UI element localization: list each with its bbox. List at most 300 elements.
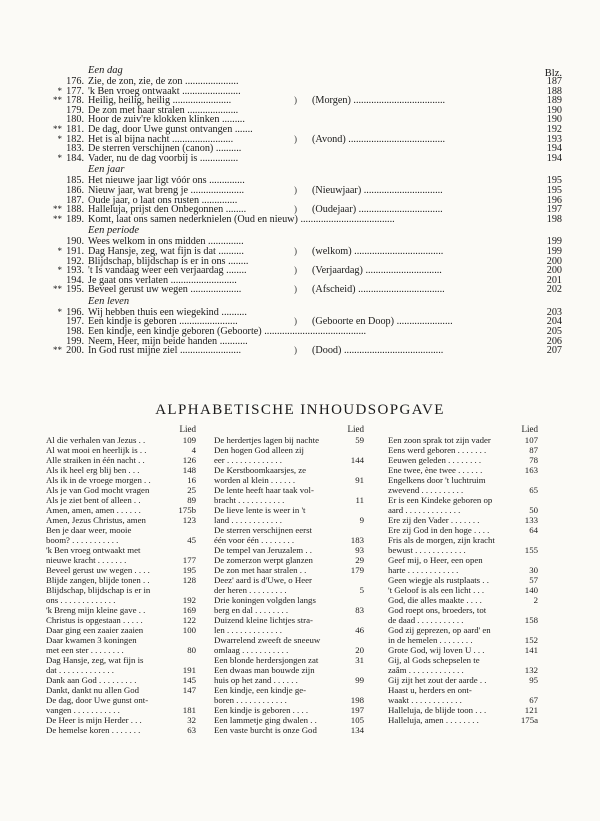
- index-entry-title: Als je ziet bent of alleen . .: [46, 495, 141, 505]
- entry-page: 199: [546, 245, 562, 257]
- index-entry-number: 122: [182, 615, 196, 625]
- index-entry: [46, 515, 196, 525]
- entry-page: 200: [546, 255, 562, 267]
- index-entry-number: 95: [529, 675, 538, 685]
- index-entry: [214, 585, 364, 595]
- entry-page: 203: [546, 306, 562, 318]
- index-entry-number: 45: [187, 535, 196, 545]
- brace-mark: ): [294, 284, 297, 295]
- entry-number: 190.: [66, 236, 84, 248]
- entry-occasion: (Oudejaar) .................................: [312, 204, 443, 216]
- index-entry: [214, 485, 364, 495]
- index-entry-number: 89: [187, 495, 196, 505]
- index-entry: [388, 575, 538, 585]
- entry-page: 189: [546, 95, 562, 107]
- index-entry-number: 141: [524, 645, 538, 655]
- entry-title: 't Is vandaag weer een verjaardag ........: [88, 265, 247, 277]
- index-entry: [46, 585, 196, 595]
- index-entry-title: Amen, amen, amen . . . . . .: [46, 505, 141, 515]
- index-entry-title: Een zoon sprak tot zijn vader: [388, 435, 491, 445]
- index-entry-title: God roept ons, broeders, tot: [388, 605, 487, 615]
- index-entry-number: 65: [529, 485, 538, 495]
- index-entry: [388, 605, 538, 615]
- entry-title: Een kindje, een kindje geboren (Geboorte) ........................................: [88, 326, 367, 338]
- entry-title: 'k Ben vroeg ontwaakt .......................: [88, 85, 241, 97]
- entry-mark: **: [53, 284, 62, 295]
- index-entry: [46, 475, 196, 485]
- index-entry-title: Eeuwen geleden . . . . . . . .: [388, 455, 482, 465]
- entry-occasion: (welkom) ...................................: [312, 245, 444, 257]
- entry-page: 205: [546, 326, 562, 338]
- index-entry: [46, 655, 196, 665]
- index-entry-title: Christus is opgestaan . . . . .: [46, 615, 143, 625]
- index-entry-title: De dag, door Uwe gunst ont-: [46, 695, 149, 705]
- index-entry-title: De Kerstboomkaarsjes, ze: [214, 465, 307, 475]
- entry-title: Dag Hansje, zeg, wat fijn is dat ..........: [88, 245, 244, 257]
- index-entry-number: 163: [524, 465, 538, 475]
- index-entry-number: 197: [350, 705, 364, 715]
- index-entry-number: 177: [182, 555, 196, 565]
- index-title: ALPHABETISCHE INHOUDSOPGAVE: [155, 402, 445, 418]
- entry-title: Hoor de zuiv're klokken klinken .........: [88, 114, 245, 126]
- entry-number: 180.: [66, 114, 84, 126]
- index-entry: [214, 605, 364, 615]
- entry-page: 194: [546, 152, 562, 164]
- index-entry-title: ons . . . . . . . . . . . . .: [46, 595, 116, 605]
- entry-number: 189.: [66, 213, 84, 225]
- entry-occasion: (Morgen) ....................................: [312, 95, 446, 107]
- entry-page: 188: [546, 85, 562, 97]
- index-entry-title: Beveel gerust uw wegen . . . .: [46, 565, 150, 575]
- brace-mark: ): [294, 316, 297, 327]
- entry-number: 186.: [66, 184, 84, 196]
- entry-occasion: (Afscheid) ..................................: [312, 284, 445, 296]
- index-entry-number: 83: [355, 605, 364, 615]
- index-entry-title: De herdertjes lagen bij nachte: [214, 435, 320, 445]
- index-entry-title: Engelkens door 't luchtruim: [388, 475, 486, 485]
- entry-title: Blijdschap, blijdschap is er in ons ........: [88, 255, 249, 267]
- entry-title: Neem, Heer, mijn beide handen ...........: [88, 335, 248, 347]
- entry-page: 190: [546, 114, 562, 126]
- index-entry-title: De zon met haar stralen . .: [214, 565, 307, 575]
- entry-page: 207: [546, 345, 562, 357]
- entry-occasion: (Avond) ......................................: [312, 133, 446, 145]
- index-entry-title: in de hemelen . . . . . . . .: [388, 635, 473, 645]
- entry-page: 197: [546, 204, 562, 216]
- toc-entry: [42, 285, 562, 295]
- entry-number: 198.: [66, 326, 84, 338]
- index-entry-number: 50: [529, 505, 538, 515]
- entry-title: De dag, door Uwe gunst ontvangen .......: [88, 123, 253, 135]
- index-entry-number: 100: [182, 625, 196, 635]
- index-entry-number: 140: [524, 585, 538, 595]
- index-entry: [214, 545, 364, 555]
- entry-number: 200.: [66, 345, 84, 357]
- index-entry-number: 64: [529, 525, 538, 535]
- index-entry-number: 175a: [520, 715, 538, 725]
- index-entry: [388, 595, 538, 605]
- index-entry-title: Deez' aard is d'Uwe, o Heer: [214, 575, 312, 585]
- index-entry: [214, 575, 364, 585]
- index-entry: [388, 495, 538, 505]
- entry-title: Beveel gerust uw wegen ....................: [88, 284, 242, 296]
- section-title: Een periode: [88, 225, 140, 237]
- index-entry: [46, 685, 196, 695]
- index-entry-title: Fris als de morgen, zijn kracht: [388, 535, 495, 545]
- index-entry: [46, 675, 196, 685]
- brace-mark: ): [294, 204, 297, 215]
- index-entry-title: Geef mij, o Heer, een open: [388, 555, 483, 565]
- index-entry-number: 20: [355, 645, 364, 655]
- index-entry-number: 198: [350, 695, 364, 705]
- index-entry-number: 107: [524, 435, 538, 445]
- index-entry-title: Een vaste burcht is onze God: [214, 725, 317, 735]
- entry-page: 204: [546, 316, 562, 328]
- index-column-3: [388, 424, 538, 725]
- index-entry: [46, 645, 196, 655]
- index-entry-title: Daar kwamen 3 koningen: [46, 635, 137, 645]
- index-entry: [388, 545, 538, 555]
- index-entry: [388, 665, 538, 675]
- index-entry-title: Drie koningen volgden langs: [214, 595, 316, 605]
- index-entry-title: boom? . . . . . . . . . . .: [46, 535, 119, 545]
- index-entry: [388, 535, 538, 545]
- index-entry: [46, 575, 196, 585]
- index-entry-number: 67: [529, 695, 538, 705]
- index-entry: [46, 445, 196, 455]
- index-entry-title: Ben je daar weer, mooie: [46, 525, 132, 535]
- entry-number: 196.: [66, 306, 84, 318]
- index-entry: [46, 595, 196, 605]
- index-entry: [388, 475, 538, 485]
- entry-page: 195: [546, 184, 562, 196]
- index-entry: [214, 475, 364, 485]
- index-entries: [388, 435, 538, 725]
- index-entry: [214, 495, 364, 505]
- index-entry-title: dat . . . . . . . . . . . . .: [46, 665, 114, 675]
- index-entry: [46, 615, 196, 625]
- index-entry: [388, 695, 538, 705]
- index-entry: [214, 645, 364, 655]
- entry-mark: *: [57, 152, 62, 163]
- index-entry-number: 63: [187, 725, 196, 735]
- entry-title: De sterren verschijnen (canon) ..........: [88, 143, 242, 155]
- index-entry-title: 'k Ben vroeg ontwaakt met: [46, 545, 141, 555]
- index-entry-number: 152: [524, 635, 538, 645]
- index-entry-number: 126: [182, 455, 196, 465]
- entry-mark: **: [53, 95, 62, 106]
- entry-number: 178.: [66, 95, 84, 107]
- index-entry: [388, 485, 538, 495]
- index-entry-title: Als ik in de vroege morgen . .: [46, 475, 151, 485]
- index-entry-title: De zomerzon werpt glanzen: [214, 555, 313, 565]
- index-entry: [214, 695, 364, 705]
- entry-title: Het nieuwe jaar ligt vóór ons ..............: [88, 175, 245, 187]
- index-entry-title: eer . . . . . . . . . . . . .: [214, 455, 282, 465]
- index-entry: [388, 515, 538, 525]
- index-entry-number: 148: [182, 465, 196, 475]
- index-entry-title: Er is een Kindeke geboren op: [388, 495, 493, 505]
- entry-mark: *: [57, 133, 62, 144]
- index-entry-number: 175b: [178, 505, 196, 515]
- page-column-header: Blz.: [544, 68, 562, 79]
- index-entry-title: len . . . . . . . . . . . . .: [214, 625, 282, 635]
- index-entry-title: Een blonde herdersjongen zat: [214, 655, 319, 665]
- table-of-contents: [42, 64, 562, 356]
- index-entry-number: 80: [187, 645, 196, 655]
- entry-title: Vader, nu de dag voorbij is ...............: [88, 152, 239, 164]
- entry-title: Oude jaar, o laat ons rusten ..............: [88, 194, 238, 206]
- index-entry: [46, 565, 196, 575]
- index-entry-title: De hemelse koren . . . . . . .: [46, 725, 141, 735]
- index-entry: [388, 615, 538, 625]
- entry-number: 191.: [66, 245, 84, 257]
- index-entry: [46, 535, 196, 545]
- index-entry: [46, 455, 196, 465]
- index-entry: [214, 445, 364, 455]
- index-entry-title: Als je van God mocht vragen: [46, 485, 150, 495]
- entry-title: De zon met haar stralen ....................: [88, 104, 239, 116]
- index-entry: [214, 635, 364, 645]
- index-entry-title: één voor één . . . . . . . .: [214, 535, 295, 545]
- entry-occasion: (Verjaardag) ..............................: [312, 265, 442, 277]
- index-entry: [46, 705, 196, 715]
- index-entry: [214, 435, 364, 445]
- toc-entry: [42, 154, 562, 164]
- entry-title: Nieuw jaar, wat breng je .....................: [88, 184, 245, 196]
- entry-title: Heilig, heilig, heilig .......................: [88, 95, 232, 107]
- index-entry-title: Grote God, wij loven U . . .: [388, 645, 485, 655]
- index-entry: [388, 705, 538, 715]
- entry-page: 206: [546, 335, 562, 347]
- index-entry-title: De lente heeft haar taak vol-: [214, 485, 314, 495]
- index-entry: [46, 505, 196, 515]
- entry-number: 192.: [66, 255, 84, 267]
- index-entry: [214, 555, 364, 565]
- entry-mark: *: [57, 245, 62, 256]
- index-entry-title: Halleluja, de blijde toon . . .: [388, 705, 487, 715]
- index-entry-title: aard . . . . . . . . . . . . .: [388, 505, 461, 515]
- index-entry-number: 105: [350, 715, 364, 725]
- lied-header: Lied: [179, 424, 196, 434]
- entry-number: 184.: [66, 152, 84, 164]
- index-entry-title: Dankt, dankt nu allen God: [46, 685, 140, 695]
- index-entry-title: met een ster . . . . . . . .: [46, 645, 124, 655]
- toc-entry: [42, 215, 562, 225]
- index-entry: [46, 525, 196, 535]
- index-entry-number: 181: [182, 705, 196, 715]
- index-entry-title: Gij, al Gods schepselen te: [388, 655, 480, 665]
- index-entry-number: 30: [529, 565, 538, 575]
- index-entry-title: De sterren verschijnen eerst: [214, 525, 312, 535]
- entry-number: 177.: [66, 85, 84, 97]
- entry-number: 194.: [66, 274, 84, 286]
- index-entry-title: worden al klein . . . . . .: [214, 475, 296, 485]
- entry-number: 197.: [66, 316, 84, 328]
- brace-mark: ): [294, 265, 297, 276]
- index-entry-title: boren . . . . . . . . . . . .: [214, 695, 287, 705]
- index-entry-number: 31: [355, 655, 364, 665]
- index-entry-title: Dank aan God . . . . . . . . .: [46, 675, 137, 685]
- index-entry: [46, 435, 196, 445]
- index-entry-number: 145: [182, 675, 196, 685]
- entry-title: Wij hebben thuis een wiegekind ..........: [88, 306, 247, 318]
- index-entry: [214, 595, 364, 605]
- index-entry-title: nieuwe kracht . . . . . . .: [46, 555, 127, 565]
- index-entry-title: Dag Hansje, zeg, wat fijn is: [46, 655, 144, 665]
- entry-page: 194: [546, 143, 562, 155]
- index-entry-title: Ene twee, ène twee . . . . . .: [388, 465, 483, 475]
- brace-mark: ): [294, 245, 297, 256]
- index-entry-title: omlaag . . . . . . . . . . .: [214, 645, 289, 655]
- entry-title: Halleluja, prijst den Onbegonnen ........: [88, 204, 247, 216]
- index-entry: [388, 445, 538, 455]
- index-entry: [388, 685, 538, 695]
- index-entry-number: 179: [350, 565, 364, 575]
- entry-occasion: (Geboorte en Doop) ......................: [312, 316, 453, 328]
- index-entry-title: waakt . . . . . . . . . . . .: [388, 695, 462, 705]
- entry-number: 193.: [66, 265, 84, 277]
- index-entry: [388, 525, 538, 535]
- index-column-2: [214, 424, 364, 735]
- index-entry: [46, 545, 196, 555]
- entry-number: 188.: [66, 204, 84, 216]
- index-entry: [388, 625, 538, 635]
- index-entry: [214, 515, 364, 525]
- index-entry: [46, 725, 196, 735]
- index-entry: [46, 635, 196, 645]
- lied-header: Lied: [347, 424, 364, 434]
- entry-page: 190: [546, 104, 562, 116]
- index-entry: [388, 645, 538, 655]
- index-entry: [388, 675, 538, 685]
- index-entry: [46, 495, 196, 505]
- index-entry: [46, 555, 196, 565]
- entry-page: 199: [546, 236, 562, 248]
- index-entry-number: 59: [355, 435, 364, 445]
- index-entry: [46, 465, 196, 475]
- index-entry-title: Ere zij God in den hoge . . . .: [388, 525, 490, 535]
- entry-number: 195.: [66, 284, 84, 296]
- index-entry-title: God, die alles maakte . . . .: [388, 595, 482, 605]
- toc-entry: [42, 346, 562, 356]
- index-entry: [214, 455, 364, 465]
- index-entry-number: 91: [355, 475, 364, 485]
- entry-number: 199.: [66, 335, 84, 347]
- index-entry-title: 't Geloof is als een licht . . .: [388, 585, 485, 595]
- index-entry-title: Als ik heel erg blij ben . . .: [46, 465, 140, 475]
- index-entry-number: 99: [355, 675, 364, 685]
- entry-page: 202: [546, 284, 562, 296]
- section-title: Een dag: [88, 65, 123, 76]
- lied-header: Lied: [521, 424, 538, 434]
- entry-page: 192: [546, 123, 562, 135]
- index-entry-number: 128: [182, 575, 196, 585]
- entry-page: 198: [546, 213, 562, 225]
- index-entry: [388, 555, 538, 565]
- index-entry-title: Blijde zangen, blijde tonen . .: [46, 575, 150, 585]
- index-entry-title: Daar ging een zaaier zaaien: [46, 625, 144, 635]
- index-entry-number: 123: [182, 515, 196, 525]
- index-entry-number: 25: [187, 485, 196, 495]
- index-entry-number: 121: [524, 705, 538, 715]
- index-entry-number: 4: [191, 445, 196, 455]
- index-entries: [214, 435, 364, 735]
- index-entry-title: berg en dal . . . . . . . .: [214, 605, 289, 615]
- entry-number: 183.: [66, 143, 84, 155]
- entry-number: 185.: [66, 175, 84, 187]
- index-entry-title: Een kindje is geboren . . . .: [214, 705, 309, 715]
- entry-title: In God rust mijne ziel ........................: [88, 345, 242, 357]
- entry-title: Een kindje is geboren .......................: [88, 316, 238, 328]
- index-entry-number: 109: [182, 435, 196, 445]
- index-entry-title: Al wat mooi en heerlijk is . .: [46, 445, 147, 455]
- index-entry-number: 11: [355, 495, 364, 505]
- index-entry-title: zwevend . . . . . . . . . .: [388, 485, 464, 495]
- entry-mark: *: [57, 306, 62, 317]
- index-entry-title: Halleluja, amen . . . . . . . .: [388, 715, 479, 725]
- index-entry-number: 158: [524, 615, 538, 625]
- index-entry-title: Haast u, herders en ont-: [388, 685, 472, 695]
- index-entry: [214, 525, 364, 535]
- toc-sections: [42, 64, 562, 356]
- index-entry-title: De tempel van Jeruzalem . .: [214, 545, 312, 555]
- entry-title: Komt, laat ons samen nederknielen (Oud en nieuw) .....................................: [88, 213, 395, 225]
- index-entry: [214, 505, 364, 515]
- index-entry-number: 29: [355, 555, 364, 565]
- index-entry-title: harte . . . . . . . . . . . .: [388, 565, 459, 575]
- index-entry-title: Een lammetje ging dwalen . .: [214, 715, 317, 725]
- index-entry-title: Duizend kleine lichtjes stra-: [214, 615, 313, 625]
- index-entry-number: 169: [182, 605, 196, 615]
- index-entry: [388, 455, 538, 465]
- entry-number: 181.: [66, 123, 84, 135]
- entry-title: Wees welkom in ons midden ..............: [88, 236, 244, 248]
- index-entry-number: 57: [529, 575, 538, 585]
- index-entry: [214, 715, 364, 725]
- entry-mark: **: [53, 213, 62, 224]
- index-entry-title: de daad . . . . . . . . . . .: [388, 615, 464, 625]
- index-entry-number: 9: [359, 515, 364, 525]
- index-entry: [388, 585, 538, 595]
- entry-page: 195: [546, 175, 562, 187]
- index-entry-title: Alle straiken in één nacht . .: [46, 455, 145, 465]
- entry-title: Zie, de zon, zie, de zon .....................: [88, 76, 239, 87]
- index-entry: [388, 635, 538, 645]
- index-entry: [388, 435, 538, 445]
- entry-mark: **: [53, 345, 62, 356]
- index-entry-title: God zij geprezen, op aard' en: [388, 625, 491, 635]
- index-entry: [214, 655, 364, 665]
- index-entry-title: Een kindje, een kindje ge-: [214, 685, 307, 695]
- index-entry-number: 144: [350, 455, 364, 465]
- index-entry: [214, 685, 364, 695]
- entry-page: 196: [546, 194, 562, 206]
- index-entries: [46, 435, 196, 735]
- index-entry-number: 2: [533, 595, 538, 605]
- index-entry-title: Een dwaas man bouwde zijn: [214, 665, 315, 675]
- index-entry-title: Al die verhalen van Jezus . .: [46, 435, 146, 445]
- index-entry-title: vangen . . . . . . . . . . .: [46, 705, 120, 715]
- index-entry: [214, 465, 364, 475]
- index-entry: [214, 615, 364, 625]
- index-entry-number: 195: [182, 565, 196, 575]
- section-title: Een jaar: [88, 164, 125, 176]
- entry-mark: **: [53, 204, 62, 215]
- section-title: Een leven: [88, 295, 130, 307]
- index-entry-number: 87: [529, 445, 538, 455]
- index-entry-title: De Heer is mijn Herder . . .: [46, 715, 142, 725]
